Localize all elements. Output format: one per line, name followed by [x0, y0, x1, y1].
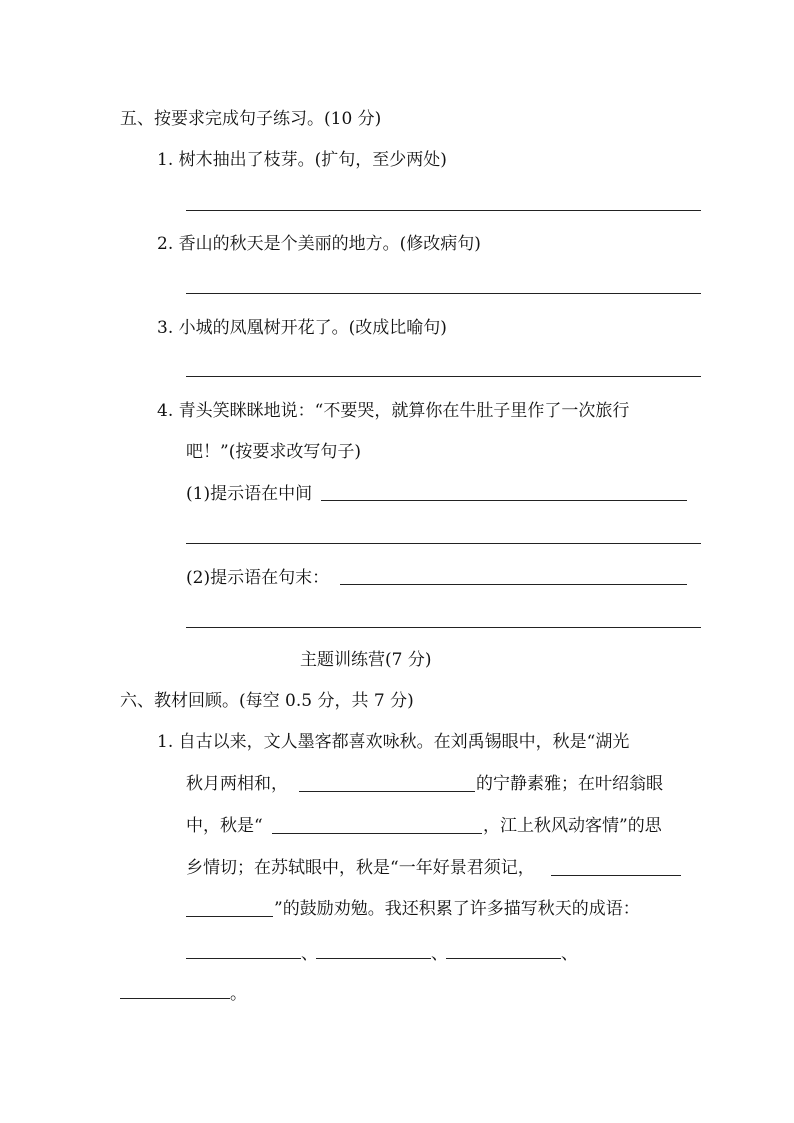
separator-1: 、 [301, 944, 318, 964]
blank-idiom-2[interactable] [316, 958, 431, 959]
blank-1[interactable] [299, 791, 475, 792]
separator-3: 、 [561, 944, 578, 964]
question-1-text: 1. 树木抽出了枝芽。(扩句，至少两处) [157, 150, 447, 170]
section-6-line-2-start: 秋月两相和， [186, 774, 288, 794]
section-6-line-3-end: ，江上秋风动客情”的思 [483, 816, 662, 836]
answer-line-q4-sub1-cont[interactable] [186, 543, 701, 544]
separator-2: 、 [431, 944, 448, 964]
question-4-sub1-label: (1)提示语在中间 [186, 484, 313, 504]
question-4-text-line1: 4. 青头笑眯眯地说：“不要哭，就算你在牛肚子里作了一次旅行 [157, 401, 630, 421]
section-6-line-2-end: 的宁静素雅；在叶绍翁眼 [476, 774, 663, 794]
section-6-line-5: ”的鼓励劝勉。我还积累了许多描写秋天的成语： [274, 899, 640, 919]
blank-idiom-4[interactable] [120, 998, 230, 999]
blank-2[interactable] [272, 833, 482, 834]
section-6-line-3-start: 中，秋是“ [186, 816, 263, 836]
blank-idiom-3[interactable] [446, 958, 561, 959]
question-3-text: 3. 小城的凤凰树开花了。(改成比喻句) [157, 318, 447, 338]
answer-line-q4-sub2[interactable] [340, 584, 687, 585]
answer-line-q2[interactable] [186, 293, 701, 294]
answer-line-q3[interactable] [186, 376, 701, 377]
answer-line-q1[interactable] [186, 210, 701, 211]
end-period: 。 [230, 984, 247, 1004]
answer-line-q4-sub2-cont[interactable] [186, 627, 701, 628]
question-2-text: 2. 香山的秋天是个美丽的地方。(修改病句) [157, 234, 481, 254]
blank-3[interactable] [551, 875, 681, 876]
question-4-text-line2: 吧！”(按要求改写句子) [186, 442, 361, 462]
blank-idiom-1[interactable] [186, 958, 301, 959]
answer-line-q4-sub1[interactable] [321, 500, 687, 501]
blank-3-cont[interactable] [186, 916, 273, 917]
section-5-title: 五、按要求完成句子练习。(10 分) [120, 109, 382, 129]
section-6-line-1: 1. 自古以来，文人墨客都喜欢咏秋。在刘禹锡眼中，秋是“湖光 [157, 732, 630, 752]
theme-section-title: 主题训练营(7 分) [300, 650, 432, 670]
section-6-line-4: 乡情切；在苏轼眼中，秋是“一年好景君须记， [186, 858, 535, 878]
question-4-sub2-label: (2)提示语在句末： [186, 568, 330, 588]
section-6-title: 六、教材回顾。(每空 0.5 分，共 7 分) [120, 691, 414, 711]
